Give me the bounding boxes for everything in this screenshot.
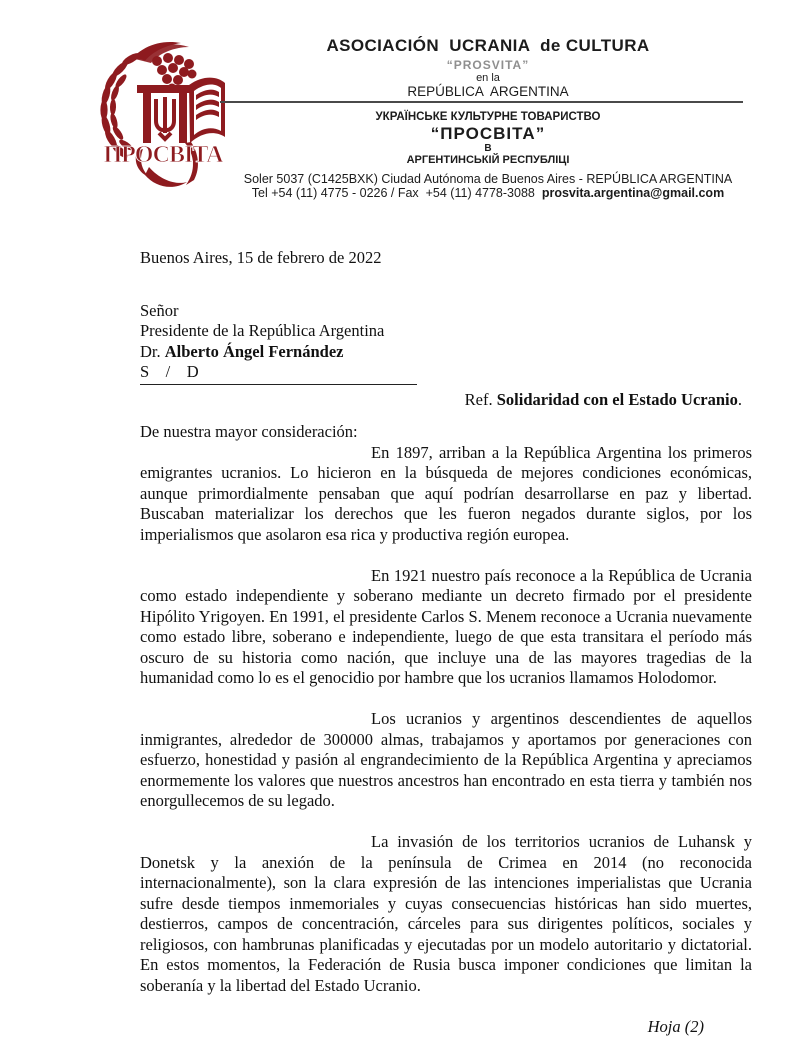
prosvita-emblem-logo [93,31,229,195]
org-line-republica: REPÚBLICA ARGENTINA [235,84,741,99]
paragraph-3: Los ucranios y argentinos descendientes de aquellos inmigrantes, alrededor de 300000 almas, trabajamos y aportamos por generaciones con esfuerzo, honestidad y pasión al engrandecimiento de la República Argentina y apreciamos enormemente los valores que nuestros ancestros han encontrado en esta tierra y también nos enorgullecemos de su legado. [140,709,752,812]
org-quote-spanish: “PROSVITA” [235,58,741,72]
reference-period: . [738,390,742,409]
date-line: Buenos Aires, 15 de febrero de 2022 [140,248,752,269]
org-contact-line [235,186,741,200]
page-number-note: Hoja (2) [140,1017,752,1037]
org-address: Soler 5037 (C1425BXK) Ciudad Autónoma de Buenos Aires - REPÚBLICA ARGENTINA [235,172,741,186]
reference-subject: Solidaridad con el Estado Ucranio [497,390,738,409]
letterhead-text [235,36,741,200]
org-phone-fax: Tel +54 (11) 4775 - 0226 / Fax +54 (11) 4778-3088 [252,186,542,200]
letter-body [140,248,752,1037]
recipient-underline [140,384,417,385]
letter-paragraphs [140,443,752,997]
recipient-salutation: Señor [140,301,752,322]
letterhead-divider [220,101,743,103]
opening-salutation: De nuestra mayor consideración: [140,422,752,443]
org-ua-line-v: В [235,143,741,154]
paragraph-2: En 1921 nuestro país reconoce a la República de Ucrania como estado independiente y soberano mediante un decreto firmado por el presidente Hipólito Yrigoyen. En 1991, el presidente Carlos S. Menem reconoce a Ucrania nuevamente como estado libre, soberano e independiente, luego de que esta transitara el período más oscuro de su historia como nación, que incluye una de las mayores tragedias de la humanidad como lo es el genocidio por hambre que los ucranios llamamos Holodomor. [140,566,752,689]
paragraph-1: En 1897, arriban a la República Argentina los primeros emigrantes ucranios. Lo hicieron en la búsqueda de mejores condiciones económicas, aunque primordialmente pensaban que aquí podrían desarrollarse en paz y libertad. Buscaban materializar los derechos que les fueron negados durante siglos, por los imperialismos que asolaron esa rica y productiva región europea. [140,443,752,546]
org-name-ukrainian: УКРАЇНСЬКЕ КУЛЬТУРНЕ ТОВАРИСТВО [235,111,741,124]
recipient-block [140,301,752,385]
org-email: prosvita.argentina@gmail.com [542,186,724,200]
reference-prefix: Ref. [465,390,497,409]
recipient-name-line [140,342,752,363]
recipient-title: Presidente de la República Argentina [140,321,752,342]
org-line-en-la: en la [235,72,741,84]
svg-text:ПРОСВІТА: ПРОСВІТА [104,142,225,168]
org-name-spanish: ASOCIACIÓN UCRANIA de CULTURA [235,36,741,55]
recipient-sd-line: S / D [140,362,752,383]
recipient-honorific: Dr. [140,342,165,361]
paragraph-4: La invasión de los territorios ucranios de Luhansk y Donetsk y la anexión de la península de Crimea en 2014 (no reconocida internacionalmente), son la clara expresión de las intenciones imperialistas que Ucrania sufre desde tiempos inmemoriales y cuyas consecuencias históricas han sido muertes, destierros, campos de concentración, cárceles para sus dirigentes políticos, sociales y religiosos, con hambrunas planificadas y ejecutadas por un modelo autoritario y dictatorial. En estos momentos, la Federación de Rusia busca imponer condiciones que limitan la soberanía y la libertad del Estado Ucranio. [140,832,752,996]
reference-line [140,390,752,411]
org-quote-ukrainian: “ПРОСВІТА” [235,124,741,143]
prosvita-emblem-icon [93,31,229,195]
org-ua-line-republic: АРГЕНТИНСЬКІЙ РЕСПУБЛІЦІ [235,154,741,167]
recipient-name: Alberto Ángel Fernández [165,342,344,361]
